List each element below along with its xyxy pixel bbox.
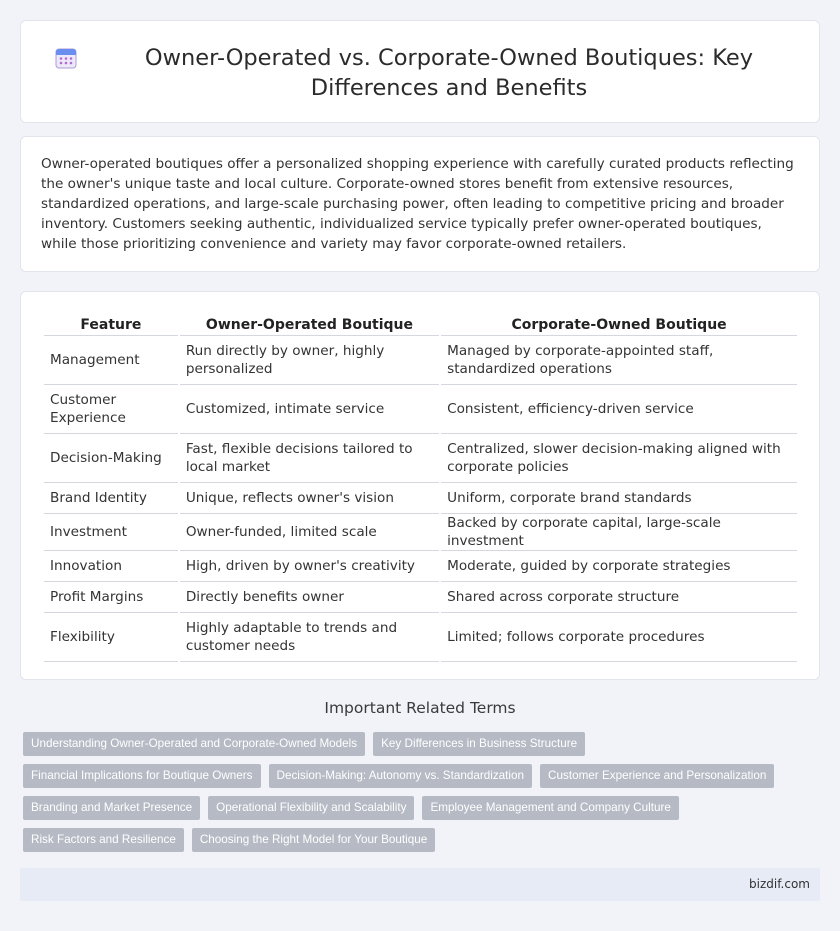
table-row — [44, 434, 797, 483]
table-row — [44, 336, 797, 385]
column-header-owner-operated: Owner-Operated Boutique — [180, 314, 439, 336]
site-link[interactable]: bizdif.com — [749, 877, 810, 891]
owner-operated-cell: Customized, intimate service — [180, 385, 439, 434]
corporate-owned-cell: Managed by corporate-appointed staff, standardized operations — [441, 336, 797, 385]
owner-operated-cell: Run directly by owner, highly personalized — [180, 336, 439, 385]
table-header-row — [44, 314, 797, 336]
related-term-tag[interactable]: Operational Flexibility and Scalability — [208, 796, 414, 820]
owner-operated-cell: High, driven by owner's creativity — [180, 551, 439, 582]
corporate-owned-cell: Consistent, efficiency-driven service — [441, 385, 797, 434]
title-card — [20, 20, 820, 123]
related-term-tag[interactable]: Risk Factors and Resilience — [23, 828, 184, 852]
corporate-owned-cell: Centralized, slower decision-making aligned with corporate policies — [441, 434, 797, 483]
owner-operated-cell: Unique, reflects owner's vision — [180, 483, 439, 514]
feature-cell: Flexibility — [44, 613, 178, 662]
feature-cell: Profit Margins — [44, 582, 178, 613]
corporate-owned-cell: Limited; follows corporate procedures — [441, 613, 797, 662]
column-header-feature: Feature — [44, 314, 178, 336]
tag-row — [23, 764, 803, 788]
intro-paragraph: Owner-operated boutiques offer a personalized shopping experience with carefully curated products reflecting the owner's unique taste and local culture. Corporate-owned stores benefit from extensive resources, standardized operations, and large-scale purchasing power, often leading to competitive pricing and broader inventory. Customers seeking authentic, individualized service typically prefer owner-operated boutiques, while those prioritizing convenience and variety may favor corporate-owned retailers. — [41, 156, 794, 252]
owner-operated-cell: Directly benefits owner — [180, 582, 439, 613]
related-term-tag[interactable]: Choosing the Right Model for Your Boutique — [192, 828, 435, 852]
page-title: Owner-Operated vs. Corporate-Owned Boutiques: Key Differences and Benefits — [144, 45, 754, 101]
table-row — [44, 582, 797, 613]
feature-cell: Decision-Making — [44, 434, 178, 483]
owner-operated-cell: Highly adaptable to trends and customer needs — [180, 613, 439, 662]
related-term-tag[interactable]: Employee Management and Company Culture — [422, 796, 678, 820]
related-terms-list — [23, 732, 803, 860]
table-row — [44, 613, 797, 662]
related-term-tag[interactable]: Key Differences in Business Structure — [373, 732, 585, 756]
comparison-table-card — [20, 291, 820, 680]
owner-operated-cell: Fast, flexible decisions tailored to local market — [180, 434, 439, 483]
related-term-tag[interactable]: Financial Implications for Boutique Owners — [23, 764, 261, 788]
related-term-tag[interactable]: Branding and Market Presence — [23, 796, 200, 820]
related-term-tag[interactable]: Customer Experience and Personalization — [540, 764, 774, 788]
corporate-owned-cell: Uniform, corporate brand standards — [441, 483, 797, 514]
calendar-icon — [54, 46, 78, 70]
tag-row — [23, 732, 803, 756]
table-row — [44, 385, 797, 434]
feature-cell: Customer Experience — [44, 385, 178, 434]
feature-cell: Innovation — [44, 551, 178, 582]
footer — [20, 868, 820, 901]
tag-row — [23, 828, 803, 852]
related-term-tag[interactable]: Decision-Making: Autonomy vs. Standardization — [269, 764, 533, 788]
table-row — [44, 551, 797, 582]
related-terms-title: Important Related Terms — [324, 699, 516, 717]
comparison-table — [42, 314, 799, 662]
table-row — [44, 514, 797, 551]
column-header-corporate-owned: Corporate-Owned Boutique — [441, 314, 797, 336]
related-term-tag[interactable]: Understanding Owner-Operated and Corporate-Owned Models — [23, 732, 365, 756]
feature-cell: Management — [44, 336, 178, 385]
owner-operated-cell: Owner-funded, limited scale — [180, 514, 439, 551]
corporate-owned-cell: Backed by corporate capital, large-scale investment — [441, 514, 797, 551]
corporate-owned-cell: Shared across corporate structure — [441, 582, 797, 613]
feature-cell: Brand Identity — [44, 483, 178, 514]
corporate-owned-cell: Moderate, guided by corporate strategies — [441, 551, 797, 582]
tag-row — [23, 796, 803, 820]
table-row — [44, 483, 797, 514]
feature-cell: Investment — [44, 514, 178, 551]
intro-card — [20, 136, 820, 272]
